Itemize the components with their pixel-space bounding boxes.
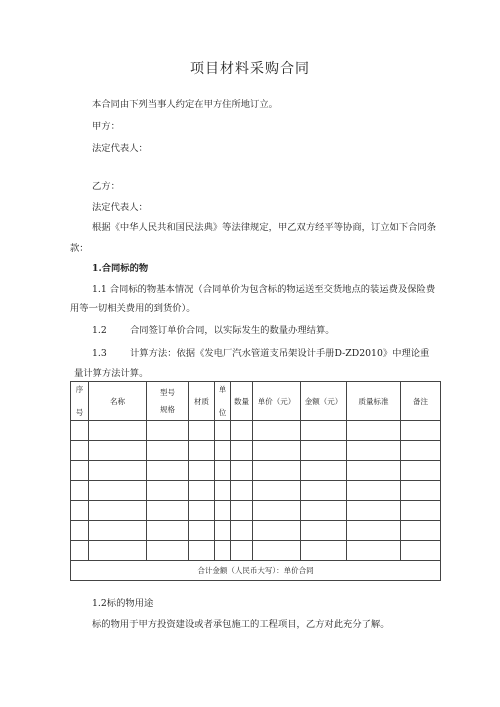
table-total-row [71, 561, 441, 581]
table-cell[interactable] [231, 461, 253, 481]
header-amount: 金额（元） [301, 382, 347, 421]
header-quantity: 数量 [231, 382, 253, 421]
party-a-representative-label: 法定代表人： [92, 143, 148, 154]
table-cell[interactable] [71, 541, 89, 561]
table-row [71, 501, 441, 521]
table-cell[interactable] [89, 461, 147, 481]
materials-table [70, 381, 441, 581]
table-cell[interactable] [189, 461, 215, 481]
table-cell[interactable] [189, 441, 215, 461]
table-cell[interactable] [301, 421, 347, 441]
table-cell[interactable] [347, 541, 401, 561]
table-cell[interactable] [347, 461, 401, 481]
table-cell[interactable] [147, 501, 189, 521]
table-header-row [71, 382, 441, 421]
table-cell[interactable] [401, 441, 441, 461]
header-seq [71, 382, 89, 421]
table-body [71, 421, 441, 581]
table-cell[interactable] [231, 541, 253, 561]
table-cell[interactable] [253, 461, 301, 481]
table-cell[interactable] [71, 441, 89, 461]
header-quality-standard: 质量标准 [347, 382, 401, 421]
header-material: 材质 [189, 382, 215, 421]
table-cell[interactable] [301, 481, 347, 501]
table-cell[interactable] [89, 521, 147, 541]
table-cell[interactable] [301, 541, 347, 561]
header-unit [215, 382, 231, 421]
header-model-bottom: 规格 [160, 405, 175, 414]
table-cell[interactable] [401, 421, 441, 441]
table-cell[interactable] [215, 521, 231, 541]
law-basis-line-1: 根据《中华人民共和国民法典》等法律规定，甲乙双方经平等协商，订立如下合同条 [92, 222, 436, 233]
header-model [147, 382, 189, 421]
table-cell[interactable] [253, 441, 301, 461]
item-1-3-text: 计算方法：依据《发电厂汽水管道支吊架设计手册D-ZD2010》中理论重 [130, 348, 430, 359]
table-cell[interactable] [71, 481, 89, 501]
section-1-2-text: 标的物用于甲方投资建设或者承包施工的工程项目，乙方对此充分了解。 [92, 619, 390, 630]
table-cell[interactable] [231, 521, 253, 541]
table-row [71, 421, 441, 441]
table-cell[interactable] [189, 541, 215, 561]
table-cell[interactable] [231, 421, 253, 441]
table-cell[interactable] [71, 521, 89, 541]
table-cell[interactable] [71, 421, 89, 441]
header-seq-top: 序 [75, 385, 84, 394]
table-cell[interactable] [147, 481, 189, 501]
party-a-label: 甲方： [92, 121, 120, 132]
item-1-2-text: 合同签订单价合同，以实际发生的数量办理结算。 [130, 325, 335, 336]
total-amount-label: 合计金额（人民币大写）：单价合同 [71, 561, 441, 581]
table-cell[interactable] [215, 501, 231, 521]
header-name: 名称 [89, 382, 147, 421]
table-cell[interactable] [147, 461, 189, 481]
table-cell[interactable] [253, 481, 301, 501]
table-cell[interactable] [215, 541, 231, 561]
item-1-3-number: 1.3 [92, 348, 107, 359]
table-cell[interactable] [347, 521, 401, 541]
section-1-heading: 1.合同标的物 [92, 263, 149, 274]
item-1-3 [92, 348, 429, 360]
page-title: 项目材料采购合同 [190, 61, 310, 77]
header-seq-bottom: 号 [75, 408, 84, 417]
table-cell[interactable] [189, 481, 215, 501]
table-cell[interactable] [189, 521, 215, 541]
table-cell[interactable] [253, 521, 301, 541]
table-cell[interactable] [253, 541, 301, 561]
party-b-label: 乙方： [92, 181, 120, 192]
item-1-3-line-2: 量计算方法计算。 [74, 368, 149, 379]
table-cell[interactable] [89, 481, 147, 501]
table-row [71, 481, 441, 501]
table-cell[interactable] [89, 541, 147, 561]
header-model-top: 型号 [160, 388, 175, 397]
table-row [71, 541, 441, 561]
table-cell[interactable] [401, 501, 441, 521]
table-cell[interactable] [401, 481, 441, 501]
table-cell[interactable] [231, 441, 253, 461]
table-cell[interactable] [147, 421, 189, 441]
item-1-1-line-1: 1.1 合同标的物基本情况（合同单价为包含标的物运送至交货地点的装运费及保险费 [92, 284, 436, 295]
table-cell[interactable] [147, 521, 189, 541]
header-remark: 备注 [401, 382, 441, 421]
table-cell[interactable] [401, 461, 441, 481]
table-cell[interactable] [301, 461, 347, 481]
table-cell[interactable] [89, 421, 147, 441]
table-cell[interactable] [253, 421, 301, 441]
item-1-1-line-2: 用等一切相关费用的到货价）。 [70, 303, 196, 314]
table-cell[interactable] [401, 541, 441, 561]
table-cell[interactable] [89, 501, 147, 521]
table-cell[interactable] [189, 421, 215, 441]
header-unit-top: 单 [218, 385, 227, 394]
table-cell[interactable] [253, 501, 301, 521]
table-cell[interactable] [301, 521, 347, 541]
table-cell[interactable] [147, 541, 189, 561]
table-cell[interactable] [71, 501, 89, 521]
header-unit-price: 单价（元） [253, 382, 301, 421]
table-cell[interactable] [401, 521, 441, 541]
table-cell[interactable] [301, 501, 347, 521]
section-1-2-heading: 1.2标的物用途 [92, 598, 154, 609]
table-cell[interactable] [215, 441, 231, 461]
table-cell[interactable] [189, 501, 215, 521]
table-cell[interactable] [215, 421, 231, 441]
table-cell[interactable] [231, 501, 253, 521]
table-row [71, 521, 441, 541]
table-cell[interactable] [347, 441, 401, 461]
item-1-2 [92, 325, 335, 337]
header-unit-bottom: 位 [218, 408, 227, 417]
table-cell[interactable] [71, 461, 89, 481]
table-cell[interactable] [347, 481, 401, 501]
law-basis-line-2: 款： [70, 243, 89, 254]
item-1-2-number: 1.2 [92, 325, 107, 336]
table-cell[interactable] [347, 421, 401, 441]
table-row [71, 441, 441, 461]
table-cell[interactable] [215, 481, 231, 501]
table-cell[interactable] [231, 481, 253, 501]
table-cell[interactable] [89, 441, 147, 461]
intro-paragraph: 本合同由下列当事人约定在甲方住所地订立。 [92, 99, 278, 110]
table-cell[interactable] [147, 441, 189, 461]
table-row [71, 461, 441, 481]
party-b-representative-label: 法定代表人： [92, 202, 148, 213]
table-cell[interactable] [215, 461, 231, 481]
table-cell[interactable] [347, 501, 401, 521]
table-cell[interactable] [301, 441, 347, 461]
